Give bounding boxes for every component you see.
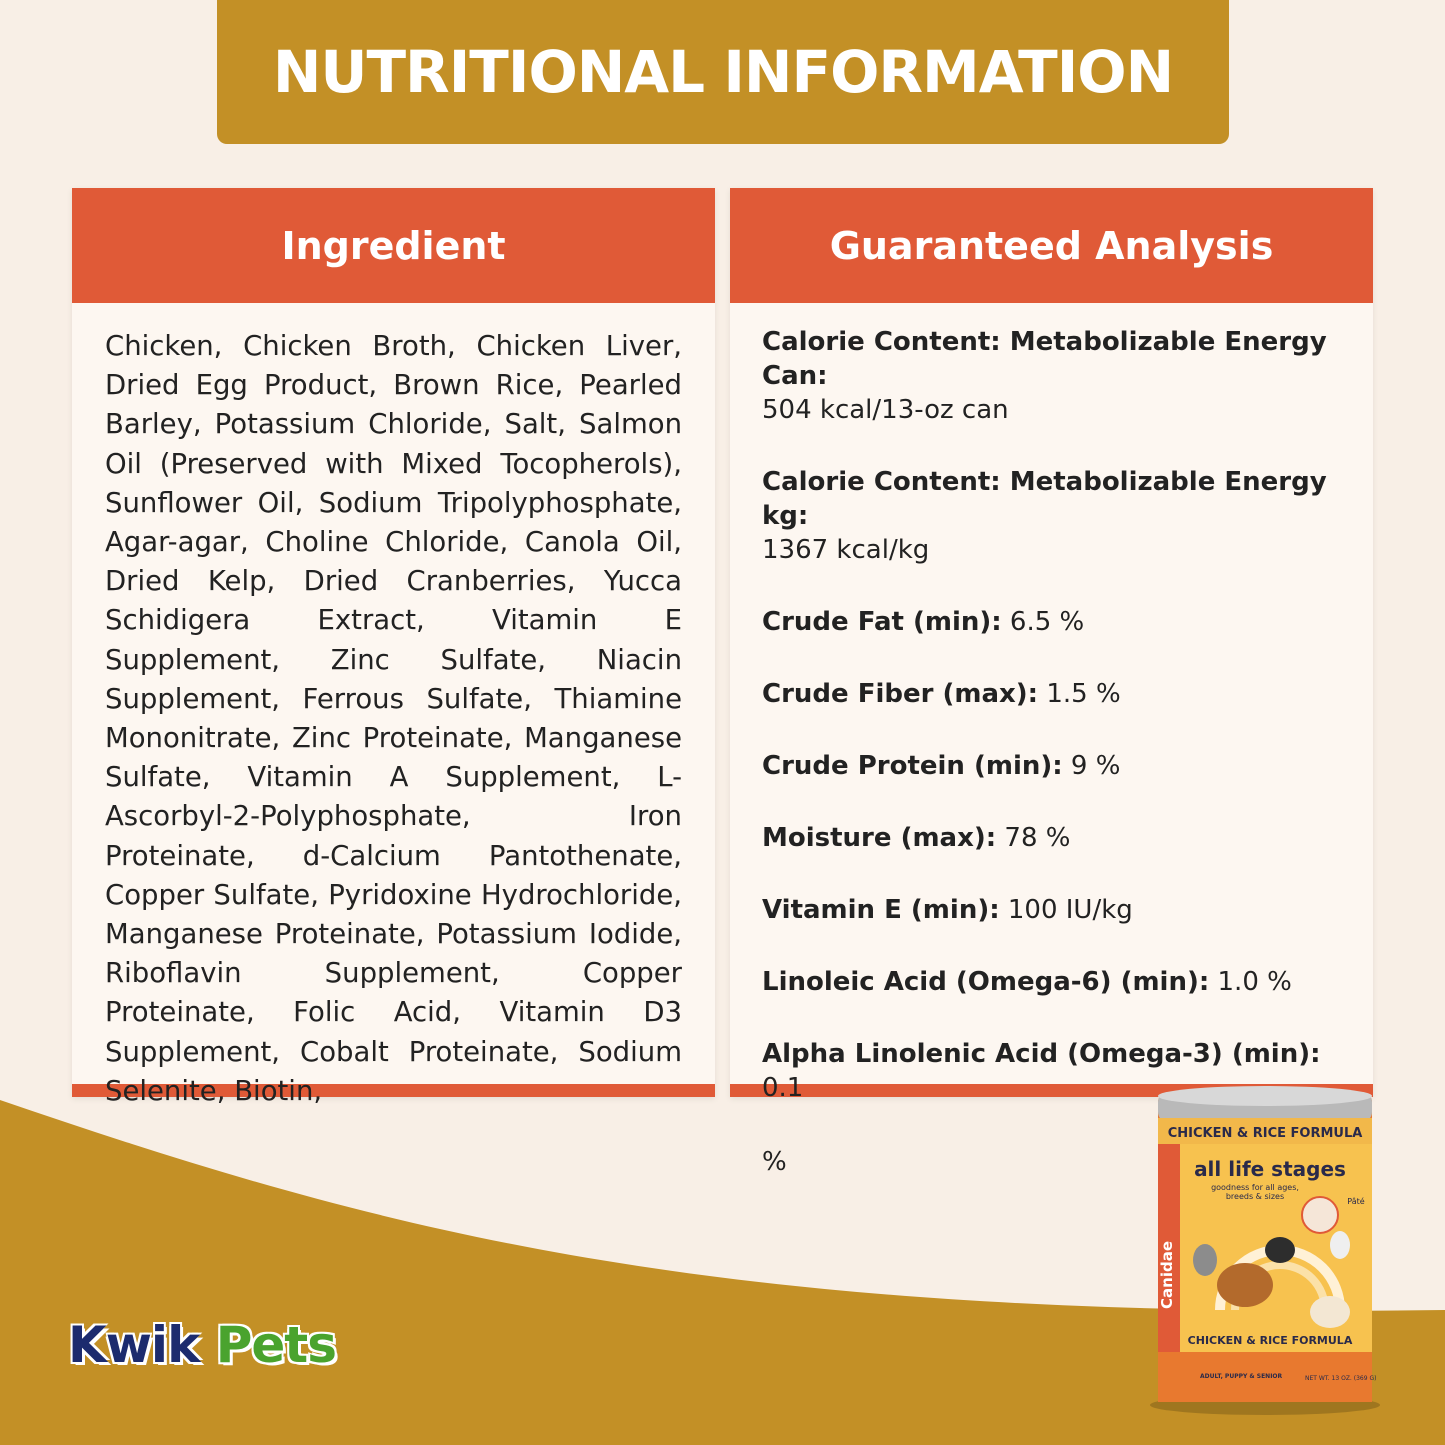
analysis-label: Linoleic Acid (Omega-6) (min): <box>762 967 1210 997</box>
analysis-row <box>762 749 1343 783</box>
can-net-weight: NET WT. 13 OZ. (369 G) <box>1305 1375 1377 1382</box>
analysis-value: 1367 kcal/kg <box>762 535 930 565</box>
logo-pets: Pets <box>215 1316 336 1374</box>
analysis-row <box>762 965 1343 999</box>
can-pate: Pâté <box>1347 1197 1365 1206</box>
analysis-label: Moisture (max): <box>762 823 997 853</box>
analysis-row <box>762 325 1343 427</box>
title-banner <box>217 0 1229 144</box>
ingredient-list: Chicken, Chicken Broth, Chicken Liver, Dried Egg Product, Brown Rice, Pearled Barley, Potassium Chloride, Salt, Salmon Oil (Preserved with Mixed Tocopherols), Sunflower Oil, Sodium Tripolyphosphate, Agar-agar, Choline Chloride, Canola Oil, Dried Kelp, Dried Cranberries, Yucca Schidigera Extract, Vitamin E Supplement, Zinc Sulfate, Niacin Supplement, Ferrous Sulfate, Thiamine Mononitrate, Zinc Proteinate, Manganese Sulfate, Vitamin A Supplement, L-Ascorbyl-2-Polyphosphate, Iron Proteinate, d-Calcium Pantothenate, Copper Sulfate, Pyridoxine Hydrochloride, Manganese Proteinate, Potassium Iodide, Riboflavin Supplement, Copper Proteinate, Folic Acid, Vitamin D3 Supplement, Cobalt Proteinate, Sodium Selenite, Biotin, <box>105 330 682 1107</box>
can-footer-left: ADULT, PUPPY & SENIOR <box>1200 1373 1283 1380</box>
analysis-list <box>730 303 1373 1179</box>
analysis-label: Crude Protein (min): <box>762 751 1063 781</box>
analysis-label: Calorie Content: Metabolizable Energy Can: <box>762 327 1327 391</box>
analysis-heading: Guaranteed Analysis <box>730 188 1373 303</box>
can-tagline-2: breeds & sizes <box>1225 1192 1285 1201</box>
product-can-image <box>1140 1080 1390 1420</box>
page-title: NUTRITIONAL INFORMATION <box>272 38 1174 106</box>
analysis-value: 504 kcal/13-oz can <box>762 395 1009 425</box>
can-band-top: CHICKEN & RICE FORMULA <box>1167 1126 1363 1141</box>
logo-kwik: Kwik <box>68 1316 200 1374</box>
analysis-row <box>762 893 1343 927</box>
analysis-label: Crude Fiber (max): <box>762 679 1039 709</box>
can-band-bottom: CHICKEN & RICE FORMULA <box>1187 1334 1353 1347</box>
kwik-pets-logo <box>68 1316 336 1374</box>
can-illustration <box>1140 1080 1390 1420</box>
ingredient-panel <box>72 188 715 1107</box>
analysis-value: 6.5 % <box>1001 607 1085 637</box>
analysis-label: Crude Fat (min): <box>762 607 1002 637</box>
ingredient-heading: Ingredient <box>72 188 715 303</box>
analysis-value: 1.5 % <box>1038 679 1121 709</box>
analysis-row <box>762 677 1343 711</box>
analysis-value: 1.0 % <box>1209 967 1292 997</box>
can-headline: all life stages <box>1194 1157 1346 1181</box>
analysis-row <box>762 821 1343 855</box>
analysis-value: 9 % <box>1062 751 1121 781</box>
analysis-value: 100 IU/kg <box>999 895 1133 925</box>
analysis-label: Vitamin E (min): <box>762 895 1000 925</box>
analysis-value: 0.1 <box>762 1073 804 1103</box>
analysis-label: Alpha Linolenic Acid (Omega-3) (min): <box>762 1039 1321 1069</box>
analysis-row <box>762 605 1343 639</box>
can-brand: Canidae <box>1158 1241 1176 1309</box>
analysis-label: Calorie Content: Metabolizable Energy kg: <box>762 467 1327 531</box>
analysis-row <box>762 465 1343 567</box>
can-tagline-1: goodness for all ages, <box>1211 1183 1299 1192</box>
analysis-value: % <box>762 1147 787 1177</box>
analysis-value: 78 % <box>996 823 1071 853</box>
